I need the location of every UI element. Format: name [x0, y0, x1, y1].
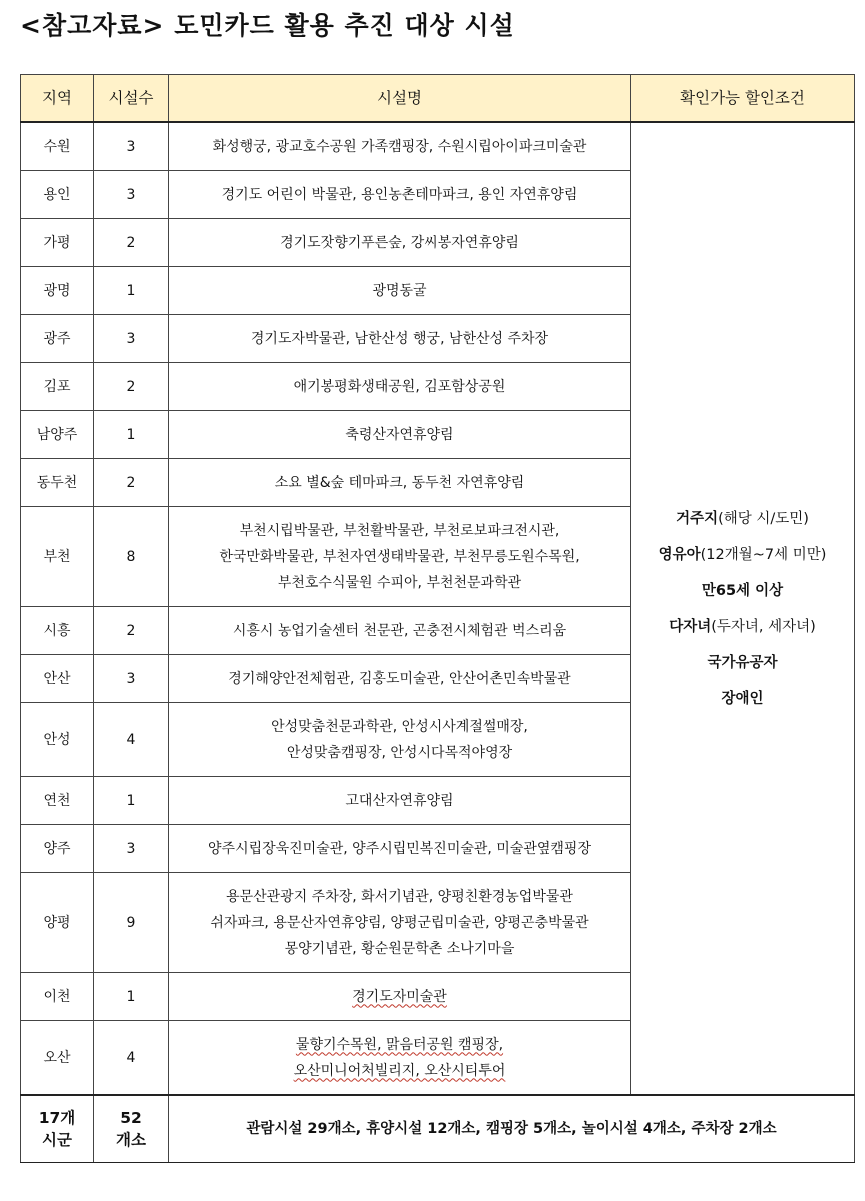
header-region: 지역	[21, 75, 94, 123]
condition-line	[639, 501, 846, 537]
facilities-cell	[169, 873, 631, 973]
count-cell: 1	[94, 777, 169, 825]
facilities-cell	[169, 703, 631, 777]
condition-name: 만65세 이상	[701, 582, 784, 599]
facilities-cell	[169, 507, 631, 607]
total-count	[94, 1095, 169, 1163]
region-cell: 동두천	[21, 459, 94, 507]
region-cell: 용인	[21, 171, 94, 219]
region-cell: 부천	[21, 507, 94, 607]
header-facilities: 시설명	[169, 75, 631, 123]
facility-line: 한국만화박물관, 부천자연생태박물관, 부천무릉도원수목원,	[219, 548, 580, 565]
region-cell: 안성	[21, 703, 94, 777]
count-cell: 3	[94, 825, 169, 873]
facility-table	[20, 74, 855, 1163]
condition-name: 다자녀	[669, 618, 712, 635]
facility-line: 경기도잣향기푸른숲, 강씨봉자연휴양림	[280, 234, 519, 251]
facility-line: 안성맞춤캠핑장, 안성시다목적야영장	[286, 744, 513, 761]
facility-line: 경기도 어린이 박물관, 용인농촌테마파크, 용인 자연휴양림	[221, 186, 578, 203]
condition-line	[639, 609, 846, 645]
condition-name: 영유아	[658, 546, 701, 563]
facilities-cell	[169, 655, 631, 703]
facility-line: 광명동굴	[372, 282, 427, 299]
facility-line: 소요 별&숲 테마파크, 동두천 자연휴양림	[274, 474, 525, 491]
facilities-cell	[169, 267, 631, 315]
region-cell: 광주	[21, 315, 94, 363]
facilities-cell	[169, 122, 631, 171]
facility-line: 부천시립박물관, 부천활박물관, 부천로보파크전시관,	[239, 522, 560, 539]
condition-detail: (두자녀, 세자녀)	[711, 618, 816, 635]
region-cell: 시흥	[21, 607, 94, 655]
region-cell: 양평	[21, 873, 94, 973]
count-cell: 8	[94, 507, 169, 607]
count-cell: 2	[94, 363, 169, 411]
facility-line-text: 오산미니어처빌리지, 오산시티투어	[293, 1062, 506, 1079]
count-cell: 1	[94, 973, 169, 1021]
facility-line: 몽양기념관, 황순원문학촌 소나기마을	[284, 940, 515, 957]
region-cell: 양주	[21, 825, 94, 873]
header-conditions: 확인가능 할인조건	[631, 75, 855, 123]
document-title: <참고자료> 도민카드 활용 추진 대상 시설	[20, 11, 515, 40]
region-cell: 김포	[21, 363, 94, 411]
count-cell: 1	[94, 267, 169, 315]
count-cell: 3	[94, 171, 169, 219]
facilities-cell	[169, 363, 631, 411]
facility-line: 안성맞춤천문과학관, 안성시사계절썰매장,	[271, 718, 528, 735]
total-region-line2: 시군	[42, 1131, 72, 1149]
header-count: 시설수	[94, 75, 169, 123]
region-cell: 연천	[21, 777, 94, 825]
facility-line	[173, 1032, 626, 1058]
table-row	[21, 122, 855, 171]
count-cell: 1	[94, 411, 169, 459]
count-cell: 3	[94, 655, 169, 703]
facilities-cell	[169, 973, 631, 1021]
facility-line	[173, 984, 626, 1010]
condition-line	[639, 573, 846, 609]
facility-line-text: 경기도자미술관	[352, 988, 447, 1005]
region-cell: 남양주	[21, 411, 94, 459]
facilities-cell	[169, 777, 631, 825]
condition-name: 장애인	[721, 690, 764, 707]
total-count-line2: 개소	[116, 1131, 146, 1149]
region-cell: 수원	[21, 122, 94, 171]
facility-line: 용문산관광지 주차장, 화서기념관, 양평친환경농업박물관	[226, 888, 573, 905]
facility-line: 양주시립장욱진미술관, 양주시립민복진미술관, 미술관옆캠핑장	[208, 840, 591, 857]
count-cell: 2	[94, 607, 169, 655]
facility-line: 축령산자연휴양림	[345, 426, 454, 443]
condition-detail: (해당 시/도민)	[718, 510, 809, 527]
region-cell: 이천	[21, 973, 94, 1021]
region-cell: 가평	[21, 219, 94, 267]
total-summary: 관람시설 29개소, 휴양시설 12개소, 캠핑장 5개소, 놀이시설 4개소, 주차장 2개소	[169, 1095, 855, 1163]
count-cell: 3	[94, 315, 169, 363]
region-cell: 오산	[21, 1021, 94, 1096]
condition-line	[639, 681, 846, 717]
facilities-cell	[169, 825, 631, 873]
total-region-line1: 17개	[38, 1109, 76, 1127]
count-cell: 4	[94, 1021, 169, 1096]
facilities-cell	[169, 459, 631, 507]
facilities-cell	[169, 1021, 631, 1096]
count-cell: 2	[94, 219, 169, 267]
region-cell: 안산	[21, 655, 94, 703]
facility-line: 경기도자박물관, 남한산성 행궁, 남한산성 주차장	[250, 330, 549, 347]
facility-line: 애기봉평화생태공원, 김포함상공원	[293, 378, 506, 395]
region-cell: 광명	[21, 267, 94, 315]
facility-line: 쉬자파크, 용문산자연휴양림, 양평군립미술관, 양평곤충박물관	[210, 914, 589, 931]
facility-line: 부천호수식물원 수피아, 부천천문과학관	[277, 574, 522, 591]
facility-line: 고대산자연휴양림	[345, 792, 454, 809]
facility-line: 경기해양안전체험관, 김홍도미술관, 안산어촌민속박물관	[228, 670, 571, 687]
facilities-cell	[169, 315, 631, 363]
table-body	[21, 122, 855, 1095]
count-cell: 4	[94, 703, 169, 777]
facilities-cell	[169, 607, 631, 655]
total-region	[21, 1095, 94, 1163]
facility-line: 화성행궁, 광교호수공원 가족캠핑장, 수원시립아이파크미술관	[212, 138, 587, 155]
condition-detail: (12개월~7세 미만)	[700, 546, 827, 563]
facility-line-text: 물향기수목원, 맑음터공원 캠핑장,	[295, 1036, 504, 1053]
count-cell: 2	[94, 459, 169, 507]
total-row	[21, 1095, 855, 1163]
facility-line: 시흥시 농업기술센터 천문관, 곤충전시체험관 벅스리움	[232, 622, 567, 639]
condition-name: 거주지	[676, 510, 719, 527]
condition-name: 국가유공자	[707, 654, 778, 671]
total-count-line1: 52	[120, 1109, 142, 1127]
facilities-cell	[169, 411, 631, 459]
facility-line	[173, 1058, 626, 1084]
discount-conditions-cell	[631, 122, 855, 1095]
condition-line	[639, 537, 846, 573]
condition-line	[639, 645, 846, 681]
count-cell: 3	[94, 122, 169, 171]
table-header-row	[21, 75, 855, 123]
count-cell: 9	[94, 873, 169, 973]
facilities-cell	[169, 219, 631, 267]
facilities-cell	[169, 171, 631, 219]
